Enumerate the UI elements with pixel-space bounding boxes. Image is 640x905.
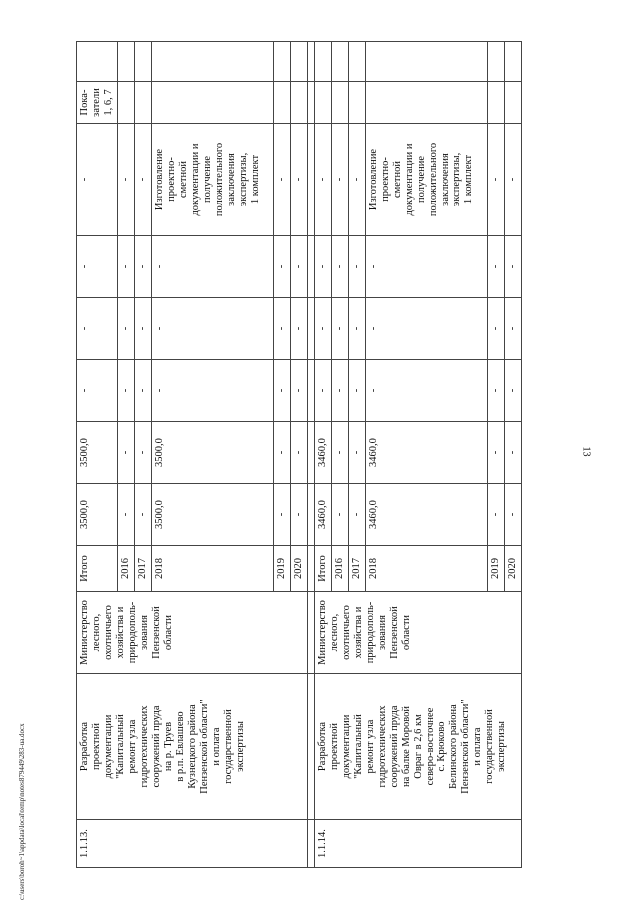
table-cell bbox=[348, 42, 365, 82]
table-cell: 2020 bbox=[504, 546, 521, 592]
table-cell: 2019 bbox=[487, 546, 504, 592]
table-cell: - bbox=[273, 422, 290, 484]
table-cell: 3500,0 bbox=[151, 422, 273, 484]
table-cell: - bbox=[77, 124, 118, 236]
table-cell: - bbox=[290, 360, 307, 422]
table-cell: - bbox=[134, 360, 151, 422]
table-cell: - bbox=[504, 484, 521, 546]
table-cell: 1.1.13. bbox=[77, 820, 308, 868]
table-cell bbox=[365, 42, 487, 82]
table-cell: - bbox=[487, 236, 504, 298]
table-cell bbox=[290, 82, 307, 124]
program-activities-table bbox=[76, 41, 522, 868]
table-cell: Разработка проектной документации "Капитальный ремонт узла гидротехнических сооружений пруда на балке Моровой Овраг в 2,6 км северо-восточнее с. Крюково Белинского района Пензенской области" и оплата государственной экспертизы bbox=[314, 674, 521, 820]
table-cell bbox=[307, 546, 314, 592]
table-cell: - bbox=[504, 298, 521, 360]
table-cell: - bbox=[134, 298, 151, 360]
table-cell: - bbox=[290, 298, 307, 360]
table-cell: 3500,0 bbox=[77, 422, 118, 484]
table-cell bbox=[151, 42, 273, 82]
table-cell bbox=[290, 42, 307, 82]
table-cell: - bbox=[348, 484, 365, 546]
table-cell: - bbox=[273, 236, 290, 298]
table-cell: 2018 bbox=[365, 546, 487, 592]
table-cell bbox=[307, 484, 314, 546]
table-cell: 2018 bbox=[151, 546, 273, 592]
table-cell: - bbox=[314, 236, 331, 298]
table-cell: - bbox=[117, 236, 134, 298]
table-cell bbox=[331, 42, 348, 82]
table-cell bbox=[487, 82, 504, 124]
table-cell: - bbox=[314, 360, 331, 422]
table-cell: 2017 bbox=[134, 546, 151, 592]
table-cell: - bbox=[273, 360, 290, 422]
table-cell: Разработка проектной документации "Капитальный ремонт узла гидротехнических сооружений пруда на р. Труев в р.п. Евлашево Кузнецкого района Пензенской области" и оплата государственной экспертизы bbox=[77, 674, 308, 820]
table-cell bbox=[504, 42, 521, 82]
table-cell: - bbox=[487, 124, 504, 236]
table-cell: - bbox=[151, 360, 273, 422]
table-cell: 2017 bbox=[348, 546, 365, 592]
table-cell: Итого bbox=[77, 546, 118, 592]
table-cell bbox=[117, 82, 134, 124]
table-cell: - bbox=[314, 124, 331, 236]
table-cell: Итого bbox=[314, 546, 331, 592]
table-cell bbox=[307, 422, 314, 484]
table-cell: - bbox=[273, 298, 290, 360]
table-cell: Изготовление проектно- сметной документации и получение положительного заключения экспертизы, 1 комплект bbox=[151, 124, 273, 236]
table-cell bbox=[307, 82, 314, 124]
table-cell bbox=[314, 82, 331, 124]
table-cell: - bbox=[331, 484, 348, 546]
table-cell: 2020 bbox=[290, 546, 307, 592]
table-cell: - bbox=[348, 236, 365, 298]
table-cell bbox=[273, 82, 290, 124]
table-cell: - bbox=[348, 298, 365, 360]
table-cell: Пока- затели 1, 6, 7 bbox=[77, 82, 118, 124]
table-cell bbox=[307, 592, 314, 674]
table-cell bbox=[307, 236, 314, 298]
table-cell bbox=[348, 82, 365, 124]
table-cell: - bbox=[151, 298, 273, 360]
table-cell: - bbox=[348, 360, 365, 422]
table-cell: - bbox=[273, 124, 290, 236]
table-cell bbox=[314, 42, 331, 82]
footer-file-path: c:\users\boroh~1\appdata\local\temp\notes879449\283-ua.docx bbox=[18, 723, 26, 900]
table-cell: 1.1.14. bbox=[314, 820, 521, 868]
table-cell bbox=[151, 82, 273, 124]
table-cell: - bbox=[290, 236, 307, 298]
table-cell bbox=[273, 42, 290, 82]
table-cell: - bbox=[290, 484, 307, 546]
table-cell bbox=[307, 360, 314, 422]
table-cell: Министерство лесного, охотничьего хозяйства и природополь- зования Пензенской области bbox=[314, 592, 521, 674]
table-cell: 3460,0 bbox=[365, 484, 487, 546]
table-cell: - bbox=[151, 236, 273, 298]
table-cell: 2019 bbox=[273, 546, 290, 592]
table-cell: - bbox=[504, 124, 521, 236]
table-cell: - bbox=[331, 360, 348, 422]
table-cell: - bbox=[331, 236, 348, 298]
table-cell: - bbox=[487, 484, 504, 546]
table-cell: 3460,0 bbox=[314, 484, 331, 546]
table-cell: - bbox=[504, 236, 521, 298]
table-cell bbox=[307, 124, 314, 236]
spacer-row bbox=[307, 42, 314, 868]
table-cell: 2016 bbox=[117, 546, 134, 592]
table-cell: - bbox=[290, 422, 307, 484]
table-cell: - bbox=[365, 298, 487, 360]
table-cell: - bbox=[290, 124, 307, 236]
table-cell: - bbox=[331, 124, 348, 236]
table-cell bbox=[331, 82, 348, 124]
table-cell: - bbox=[273, 484, 290, 546]
table-cell bbox=[504, 82, 521, 124]
table-cell: 2016 bbox=[331, 546, 348, 592]
page-number: 13 bbox=[580, 446, 592, 457]
table-cell bbox=[307, 298, 314, 360]
table-cell: - bbox=[504, 422, 521, 484]
table-cell: - bbox=[117, 298, 134, 360]
table-cell: - bbox=[117, 360, 134, 422]
table-cell bbox=[307, 42, 314, 82]
table-cell: - bbox=[348, 422, 365, 484]
table-cell: - bbox=[77, 298, 118, 360]
table-cell: - bbox=[365, 360, 487, 422]
table-row bbox=[77, 42, 118, 868]
table-cell bbox=[307, 820, 314, 868]
rotated-table-wrapper bbox=[76, 42, 562, 868]
table-cell: - bbox=[487, 422, 504, 484]
table-cell: - bbox=[348, 124, 365, 236]
table-cell: - bbox=[331, 422, 348, 484]
table-cell: - bbox=[117, 124, 134, 236]
table-cell: - bbox=[134, 484, 151, 546]
table-cell: Изготовление проектно- сметной документации и получение положительного заключения экспертизы, 1 комплект bbox=[365, 124, 487, 236]
table-cell bbox=[487, 42, 504, 82]
table-cell: - bbox=[314, 298, 331, 360]
table-cell: - bbox=[117, 484, 134, 546]
table-cell: - bbox=[134, 422, 151, 484]
table-cell: - bbox=[77, 360, 118, 422]
table-cell: Министерство лесного, охотничьего хозяйства и природополь- зования Пензенской области bbox=[77, 592, 308, 674]
table-cell: - bbox=[487, 360, 504, 422]
table-cell: 3500,0 bbox=[77, 484, 118, 546]
table-cell bbox=[307, 674, 314, 820]
table-row bbox=[314, 42, 331, 868]
table-cell bbox=[77, 42, 118, 82]
table-cell: - bbox=[77, 236, 118, 298]
table-cell bbox=[117, 42, 134, 82]
table-cell: - bbox=[487, 298, 504, 360]
table-cell: - bbox=[331, 298, 348, 360]
table-cell: - bbox=[134, 236, 151, 298]
table-cell: 3460,0 bbox=[314, 422, 331, 484]
table-cell: 3500,0 bbox=[151, 484, 273, 546]
table-cell: - bbox=[365, 236, 487, 298]
table-cell bbox=[134, 82, 151, 124]
table-cell bbox=[134, 42, 151, 82]
table-cell: 3460,0 bbox=[365, 422, 487, 484]
table-cell: - bbox=[117, 422, 134, 484]
table-cell: - bbox=[504, 360, 521, 422]
table-cell: - bbox=[134, 124, 151, 236]
table-cell bbox=[365, 82, 487, 124]
